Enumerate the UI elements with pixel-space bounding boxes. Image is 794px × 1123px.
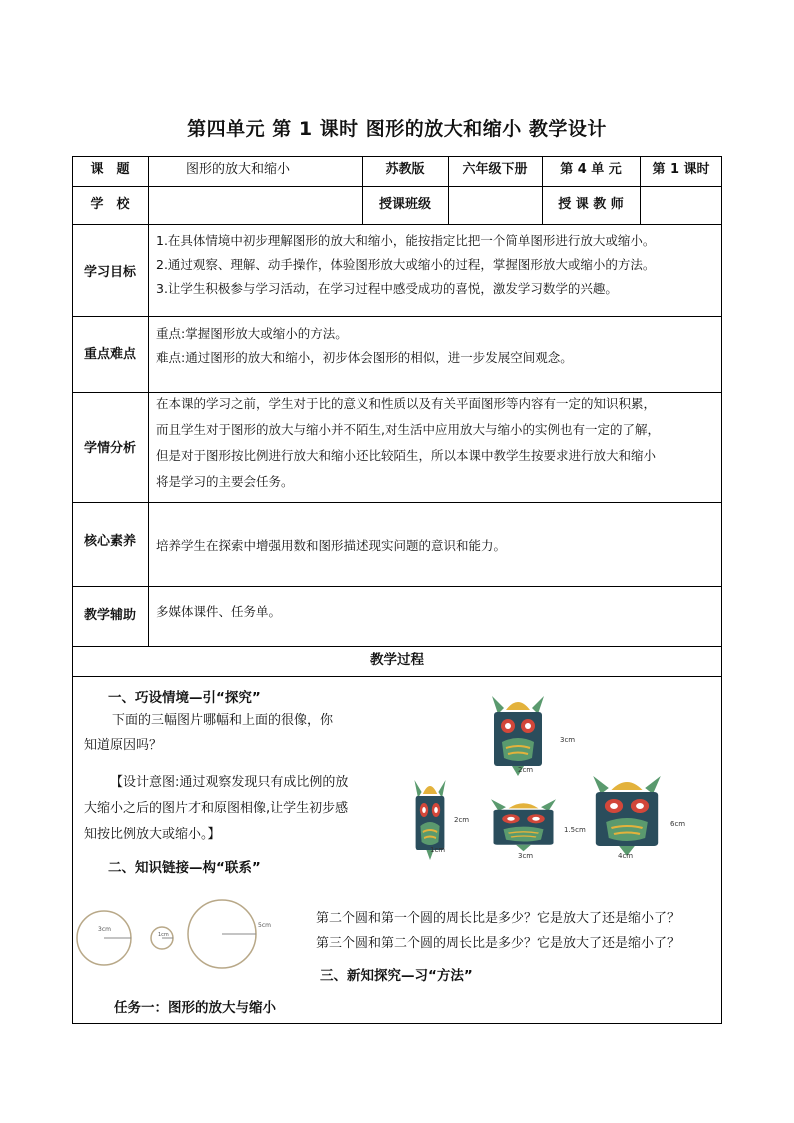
row-divider bbox=[72, 186, 722, 187]
circles-figure bbox=[74, 896, 304, 976]
row-divider bbox=[72, 586, 722, 587]
radius-label: 1cm bbox=[158, 932, 169, 938]
dim-label: 1.5cm bbox=[564, 826, 586, 834]
text-line: 大缩小之后的图片才和原图相像,让学生初步感 bbox=[84, 801, 349, 816]
text-line: 知道原因吗？ bbox=[84, 738, 163, 753]
lion-figure bbox=[410, 690, 700, 865]
row-divider bbox=[72, 502, 722, 503]
row-divider bbox=[72, 676, 722, 677]
dim-label: 4cm bbox=[618, 852, 634, 860]
key-label: 重点难点 bbox=[83, 347, 136, 362]
col-divider bbox=[148, 156, 149, 646]
row-divider bbox=[72, 646, 722, 647]
radius-label: 5cm bbox=[258, 922, 271, 929]
dim-label: 3cm bbox=[518, 852, 534, 860]
teacher-label: 授 课 教 师 bbox=[558, 197, 624, 212]
analysis-line: 而且学生对于图形的放大与缩小并不陌生,对生活中应用放大与缩小的实例也有一定的了解， bbox=[156, 422, 660, 437]
school-label: 学 校 bbox=[90, 197, 130, 212]
analysis-line: 在本课的学习之前，学生对于比的意义和性质以及有关平面图形等内容有一定的知识积累， bbox=[156, 396, 657, 411]
text-line: 【设计意图:通过观察发现只有成比例的放 bbox=[110, 775, 349, 790]
lion-a bbox=[414, 780, 469, 860]
analysis-line: 但是对于图形按比例进行放大和缩小还比较陌生，所以本课中教学生按要求进行放大和缩小 bbox=[156, 448, 657, 463]
aids-content: 多媒体课件、任务单。 bbox=[156, 604, 282, 619]
circle-questions bbox=[316, 906, 680, 956]
goals-label: 学习目标 bbox=[83, 265, 136, 280]
design-intent bbox=[84, 770, 384, 848]
circle-3 bbox=[188, 900, 271, 968]
goal-line: 3.让学生积极参与学习活动，在学习过程中感受成功的喜悦，激发学习数学的兴趣。 bbox=[156, 281, 618, 296]
core-content: 培养学生在探索中增强用数和图形描述现实问题的意识和能力。 bbox=[156, 538, 507, 553]
goal-line: 2.通过观察、理解、动手操作，体验图形放大或缩小的过程，掌握图形放大或缩小的方法。 bbox=[156, 257, 656, 272]
dim-label: 3cm bbox=[560, 736, 576, 744]
section-1-text bbox=[84, 708, 384, 758]
lion-c bbox=[564, 776, 685, 860]
analysis-content bbox=[156, 391, 660, 495]
radius-label: 3cm bbox=[98, 926, 111, 933]
topic-value: 图形的放大和缩小 bbox=[186, 162, 291, 177]
dim-label: 1cm bbox=[430, 846, 446, 854]
section-1-heading: 一、巧设情境—引“探究” bbox=[108, 690, 261, 706]
dim-label: 2cm bbox=[454, 816, 470, 824]
grade: 六年级下册 bbox=[462, 162, 528, 177]
lion-original bbox=[492, 696, 575, 776]
section-2-heading: 二、知识链接—构“联系” bbox=[108, 860, 261, 876]
unit: 第 4 单 元 bbox=[560, 162, 622, 177]
dim-label: 2cm bbox=[518, 766, 534, 774]
goals-content bbox=[156, 229, 655, 301]
analysis-label: 学情分析 bbox=[83, 441, 136, 456]
circle-2 bbox=[151, 927, 173, 949]
task-1-heading: 任务一：图形的放大与缩小 bbox=[114, 1000, 276, 1016]
class-label: 授课班级 bbox=[378, 197, 431, 212]
key-line: 难点:通过图形的放大和缩小，初步体会图形的相似，进一步发展空间观念。 bbox=[156, 350, 573, 365]
core-label: 核心素养 bbox=[83, 534, 136, 549]
dim-label: 6cm bbox=[670, 820, 686, 828]
text-line: 知按比例放大或缩小。】 bbox=[84, 827, 221, 842]
process-heading: 教学过程 bbox=[370, 652, 424, 668]
page-title: 第四单元 第 1 课时 图形的放大和缩小 教学设计 bbox=[187, 118, 607, 140]
publisher: 苏教版 bbox=[385, 162, 425, 177]
row-divider bbox=[72, 224, 722, 225]
lesson: 第 1 课时 bbox=[652, 162, 710, 177]
question: 第二个圆和第一个圆的周长比是多少？它是放大了还是缩小了？ bbox=[316, 911, 681, 926]
topic-label: 课 题 bbox=[90, 162, 130, 177]
key-line: 重点:掌握图形放大或缩小的方法。 bbox=[156, 326, 348, 341]
circle-1 bbox=[77, 911, 131, 965]
text-line: 下面的三幅图片哪幅和上面的很像，你 bbox=[112, 713, 334, 728]
row-divider bbox=[72, 316, 722, 317]
key-content bbox=[156, 322, 573, 370]
aids-label: 教学辅助 bbox=[83, 608, 136, 623]
lion-b bbox=[491, 799, 556, 860]
question: 第三个圆和第二个圆的周长比是多少？它是放大了还是缩小了？ bbox=[316, 936, 681, 951]
analysis-line: 将是学习的主要会任务。 bbox=[156, 474, 294, 489]
goal-line: 1.在具体情境中初步理解图形的放大和缩小，能按指定比把一个简单图形进行放大或缩小。 bbox=[156, 233, 656, 248]
section-3-heading: 三、新知探究—习“方法” bbox=[320, 968, 473, 984]
